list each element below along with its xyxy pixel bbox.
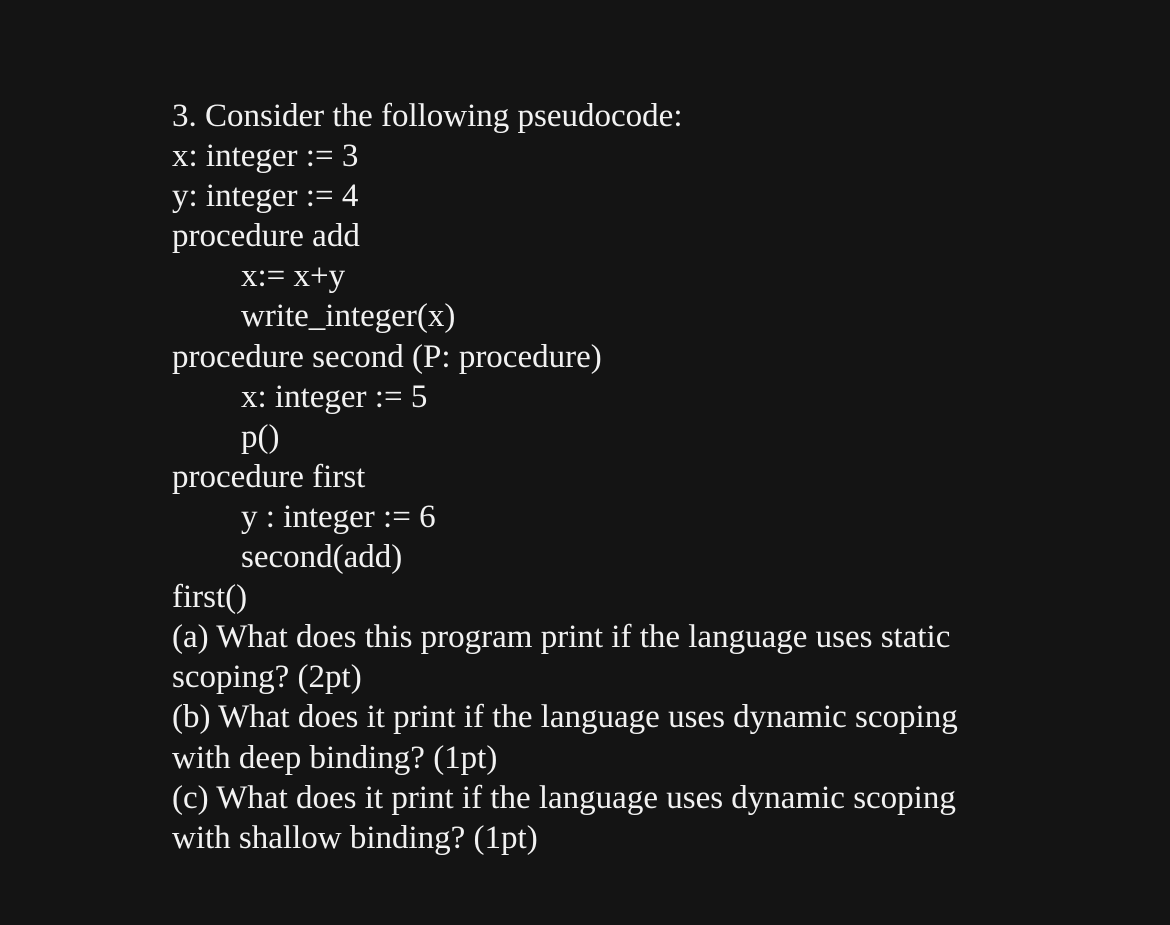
code-line: second(add)	[241, 539, 403, 576]
code-line: procedure second (P: procedure)	[172, 338, 602, 375]
part-b-text: (b) What does it print if the language uses dynamic scoping	[172, 699, 958, 736]
question-heading: 3. Consider the following pseudocode:	[172, 98, 683, 134]
part-b-text: with deep binding? (1pt)	[172, 739, 498, 776]
code-line: y: integer := 4	[172, 178, 359, 215]
code-line: y : integer := 6	[241, 498, 436, 535]
code-line: x:= x+y	[241, 258, 346, 295]
code-line: x: integer := 3	[172, 138, 359, 175]
code-line: procedure add	[172, 218, 360, 255]
code-line: first()	[172, 579, 248, 616]
part-c-text: (c) What does it print if the language uses dynamic scoping	[172, 779, 956, 816]
code-line: p()	[241, 418, 280, 455]
part-c-text: with shallow binding? (1pt)	[172, 819, 538, 856]
part-a-text: (a) What does this program print if the language uses static	[172, 619, 951, 656]
part-a-text: scoping? (2pt)	[172, 659, 362, 696]
question-block	[172, 96, 1072, 858]
code-line: procedure first	[172, 458, 366, 495]
code-line: x: integer := 5	[241, 378, 428, 415]
code-line: write_integer(x)	[241, 298, 456, 335]
